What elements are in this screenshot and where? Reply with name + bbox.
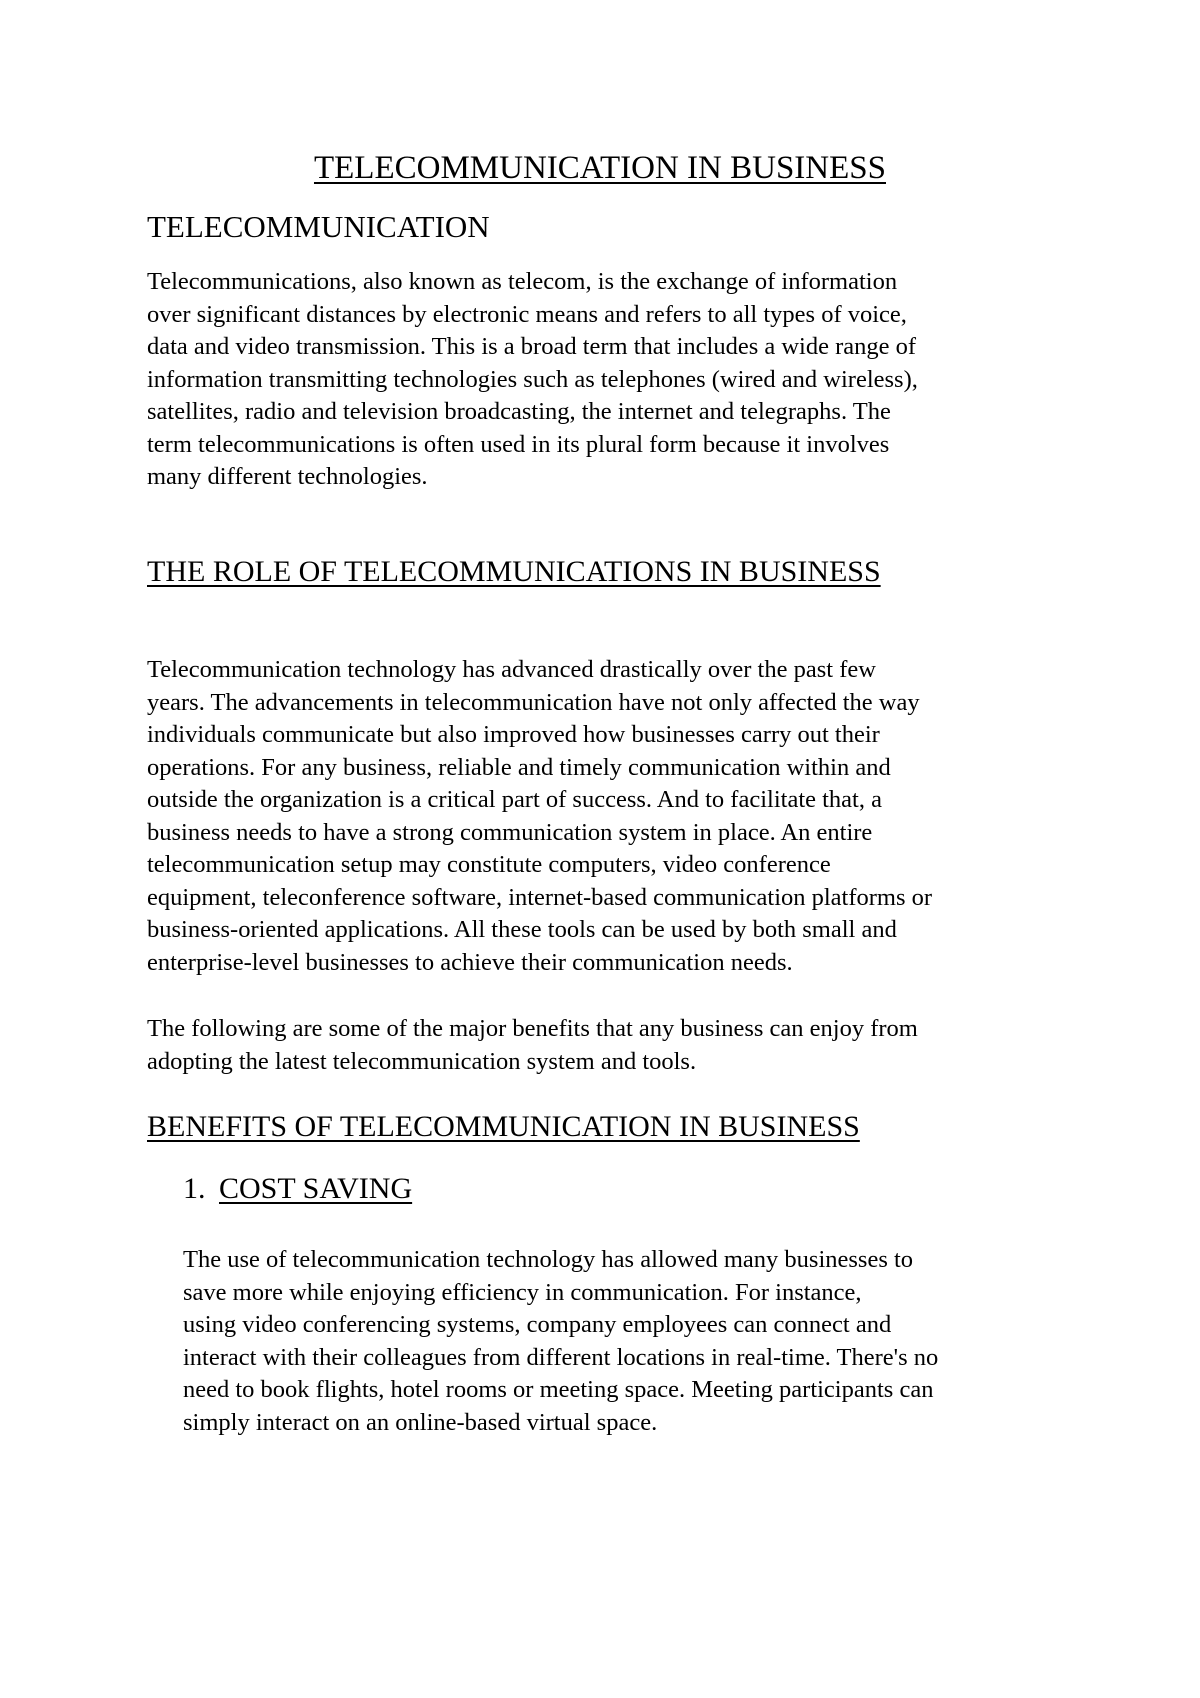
paragraph-line: The use of telecommunication technology has allowed many businesses to bbox=[183, 1246, 914, 1273]
list-item-number: 1. bbox=[183, 1172, 206, 1205]
paragraph-line: simply interact on an online-based virtual space. bbox=[183, 1408, 658, 1436]
paragraph-line: information transmitting technologies such as telephones (wired and wireless), bbox=[147, 365, 918, 393]
section-heading-telecommunication: TELECOMMUNICATION bbox=[147, 209, 490, 244]
paragraph-line: The following are some of the major benefits that any business can enjoy from bbox=[147, 1015, 918, 1042]
paragraph-role-of-telecommunications bbox=[147, 654, 932, 979]
paragraph-cost-saving bbox=[183, 1244, 938, 1439]
paragraph-line: operations. For any business, reliable and timely communication within and bbox=[147, 753, 891, 781]
document-title: TELECOMMUNICATION IN BUSINESS bbox=[313, 150, 886, 186]
paragraph-line: business needs to have a strong communication system in place. An entire bbox=[147, 818, 873, 846]
paragraph-line: data and video transmission. This is a broad term that includes a wide range of bbox=[147, 333, 917, 360]
paragraph-benefits-intro bbox=[147, 1013, 918, 1078]
paragraph-line: telecommunication setup may constitute computers, video conference bbox=[147, 851, 831, 878]
paragraph-line: interact with their colleagues from different locations in real-time. There's no bbox=[183, 1343, 939, 1371]
section-heading-role-of-telecommunications: THE ROLE OF TELECOMMUNICATIONS IN BUSINESS bbox=[147, 555, 881, 588]
paragraph-line: over significant distances by electronic means and refers to all types of voice, bbox=[147, 300, 907, 328]
paragraph-line: equipment, teleconference software, internet-based communication platforms or bbox=[147, 883, 933, 911]
list-item-heading-cost-saving bbox=[183, 1170, 412, 1208]
paragraph-line: satellites, radio and television broadcasting, the internet and telegraphs. The bbox=[147, 398, 891, 425]
paragraph-line: Telecommunications, also known as telecom, is the exchange of information bbox=[147, 268, 898, 295]
paragraph-line: years. The advancements in telecommunication have not only affected the way bbox=[147, 688, 920, 716]
paragraph-line: need to book flights, hotel rooms or meeting space. Meeting participants can bbox=[183, 1376, 934, 1403]
paragraph-line: outside the organization is a critical part of success. And to facilitate that, a bbox=[147, 786, 882, 813]
paragraph-line: using video conferencing systems, company employees can connect and bbox=[183, 1311, 892, 1338]
paragraph-line: individuals communicate but also improved how businesses carry out their bbox=[147, 721, 880, 748]
paragraph-line: Telecommunication technology has advanced drastically over the past few bbox=[147, 656, 876, 683]
paragraph-telecommunication-definition bbox=[147, 266, 918, 494]
paragraph-line: business-oriented applications. All these tools can be used by both small and bbox=[147, 916, 897, 943]
section-heading-benefits: BENEFITS OF TELECOMMUNICATION IN BUSINESS bbox=[147, 1110, 860, 1143]
paragraph-line: save more while enjoying efficiency in communication. For instance, bbox=[183, 1278, 862, 1306]
list-item-label: COST SAVING bbox=[219, 1172, 413, 1205]
paragraph-line: enterprise-level businesses to achieve their communication needs. bbox=[147, 948, 793, 976]
paragraph-line: many different technologies. bbox=[147, 463, 428, 490]
paragraph-line: adopting the latest telecommunication system and tools. bbox=[147, 1047, 697, 1075]
paragraph-line: term telecommunications is often used in its plural form because it involves bbox=[147, 430, 890, 458]
